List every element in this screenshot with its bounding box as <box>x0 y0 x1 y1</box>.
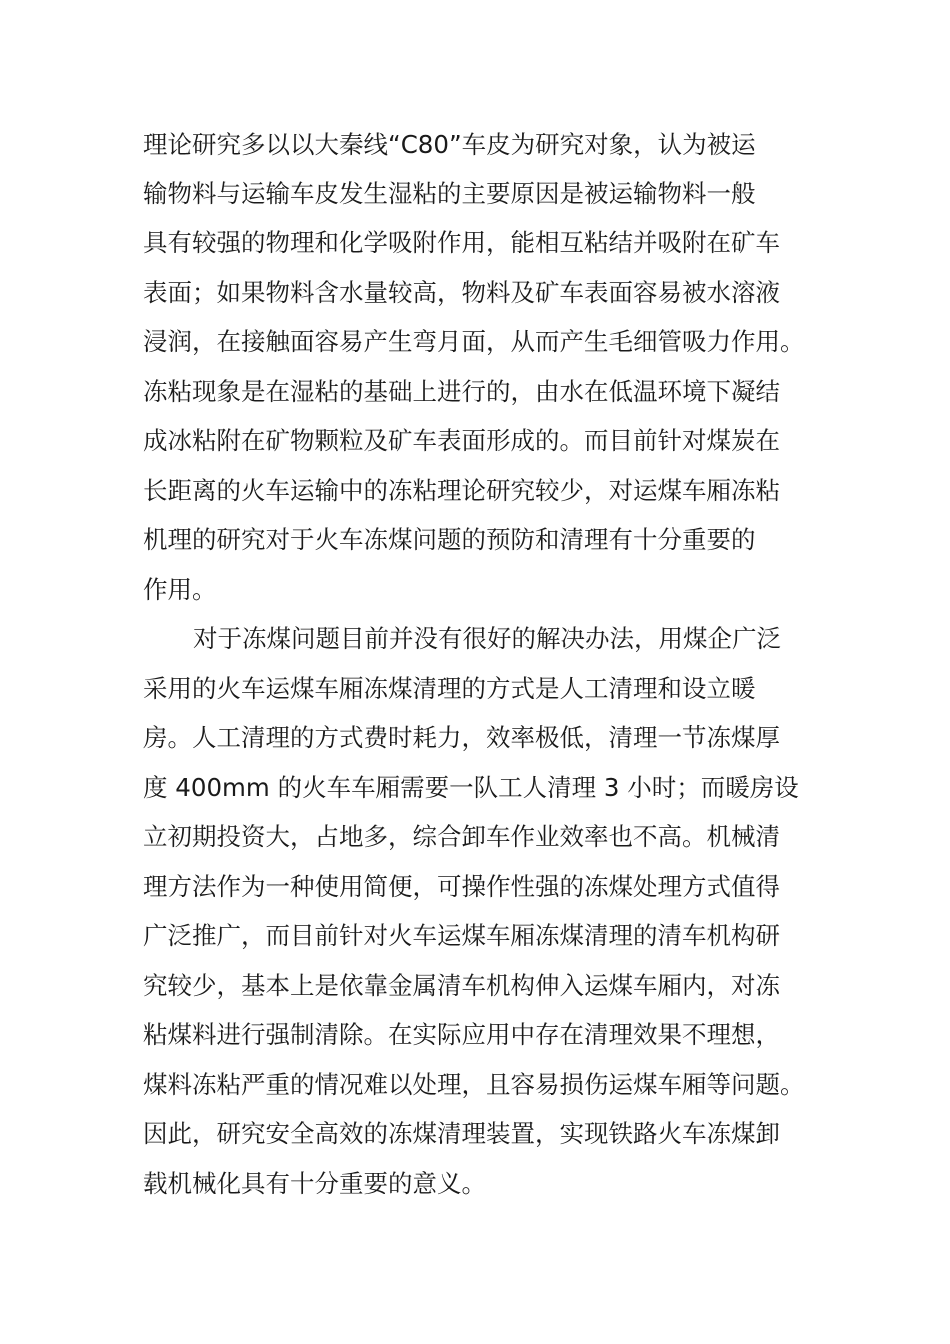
text-line: 因此，研究安全高效的冻煤清理装置，实现铁路火车冻煤卸 <box>143 1119 780 1148</box>
text-line: 成冰粘附在矿物颗粒及矿车表面形成的。而目前针对煤炭在 <box>143 426 780 455</box>
text-line: 度 400mm 的火车车厢需要一队工人清理 3 小时；而暖房设 <box>143 773 799 802</box>
text-line: 机理的研究对于火车冻煤问题的预防和清理有十分重要的 <box>143 525 756 554</box>
text-line: 立初期投资大，占地多，综合卸车作业效率也不高。机械清 <box>143 822 780 851</box>
text-line: 理论研究多以以大秦线“C80”车皮为研究对象，认为被运 <box>143 130 756 159</box>
text-line: 作用。 <box>143 575 217 604</box>
text-line: 理方法作为一种使用简便，可操作性强的冻煤处理方式值得 <box>143 872 780 901</box>
text-line: 究较少，基本上是依靠金属清车机构伸入运煤车厢内，对冻 <box>143 971 780 1000</box>
text-line: 输物料与运输车皮发生湿粘的主要原因是被运输物料一般 <box>143 179 756 208</box>
text-line: 对于冻煤问题目前并没有很好的解决办法，用煤企广泛 <box>193 624 781 653</box>
text-line: 载机械化具有十分重要的意义。 <box>143 1169 486 1198</box>
text-line: 粘煤料进行强制清除。在实际应用中存在清理效果不理想， <box>143 1020 780 1049</box>
text-line: 房。人工清理的方式费时耗力，效率极低，清理一节冻煤厚 <box>143 723 780 752</box>
text-line: 浸润，在接触面容易产生弯月面，从而产生毛细管吸力作用。 <box>143 327 805 356</box>
text-line: 采用的火车运煤车厢冻煤清理的方式是人工清理和设立暖 <box>143 674 756 703</box>
text-line: 具有较强的物理和化学吸附作用，能相互粘结并吸附在矿车 <box>143 228 780 257</box>
text-line: 长距离的火车运输中的冻粘理论研究较少，对运煤车厢冻粘 <box>143 476 780 505</box>
text-line: 表面；如果物料含水量较高，物料及矿车表面容易被水溶液 <box>143 278 780 307</box>
text-line: 广泛推广，而目前针对火车运煤车厢冻煤清理的清车机构研 <box>143 921 780 950</box>
text-line: 煤料冻粘严重的情况难以处理，且容易损伤运煤车厢等问题。 <box>143 1070 805 1099</box>
text-line: 冻粘现象是在湿粘的基础上进行的，由水在低温环境下凝结 <box>143 377 780 406</box>
